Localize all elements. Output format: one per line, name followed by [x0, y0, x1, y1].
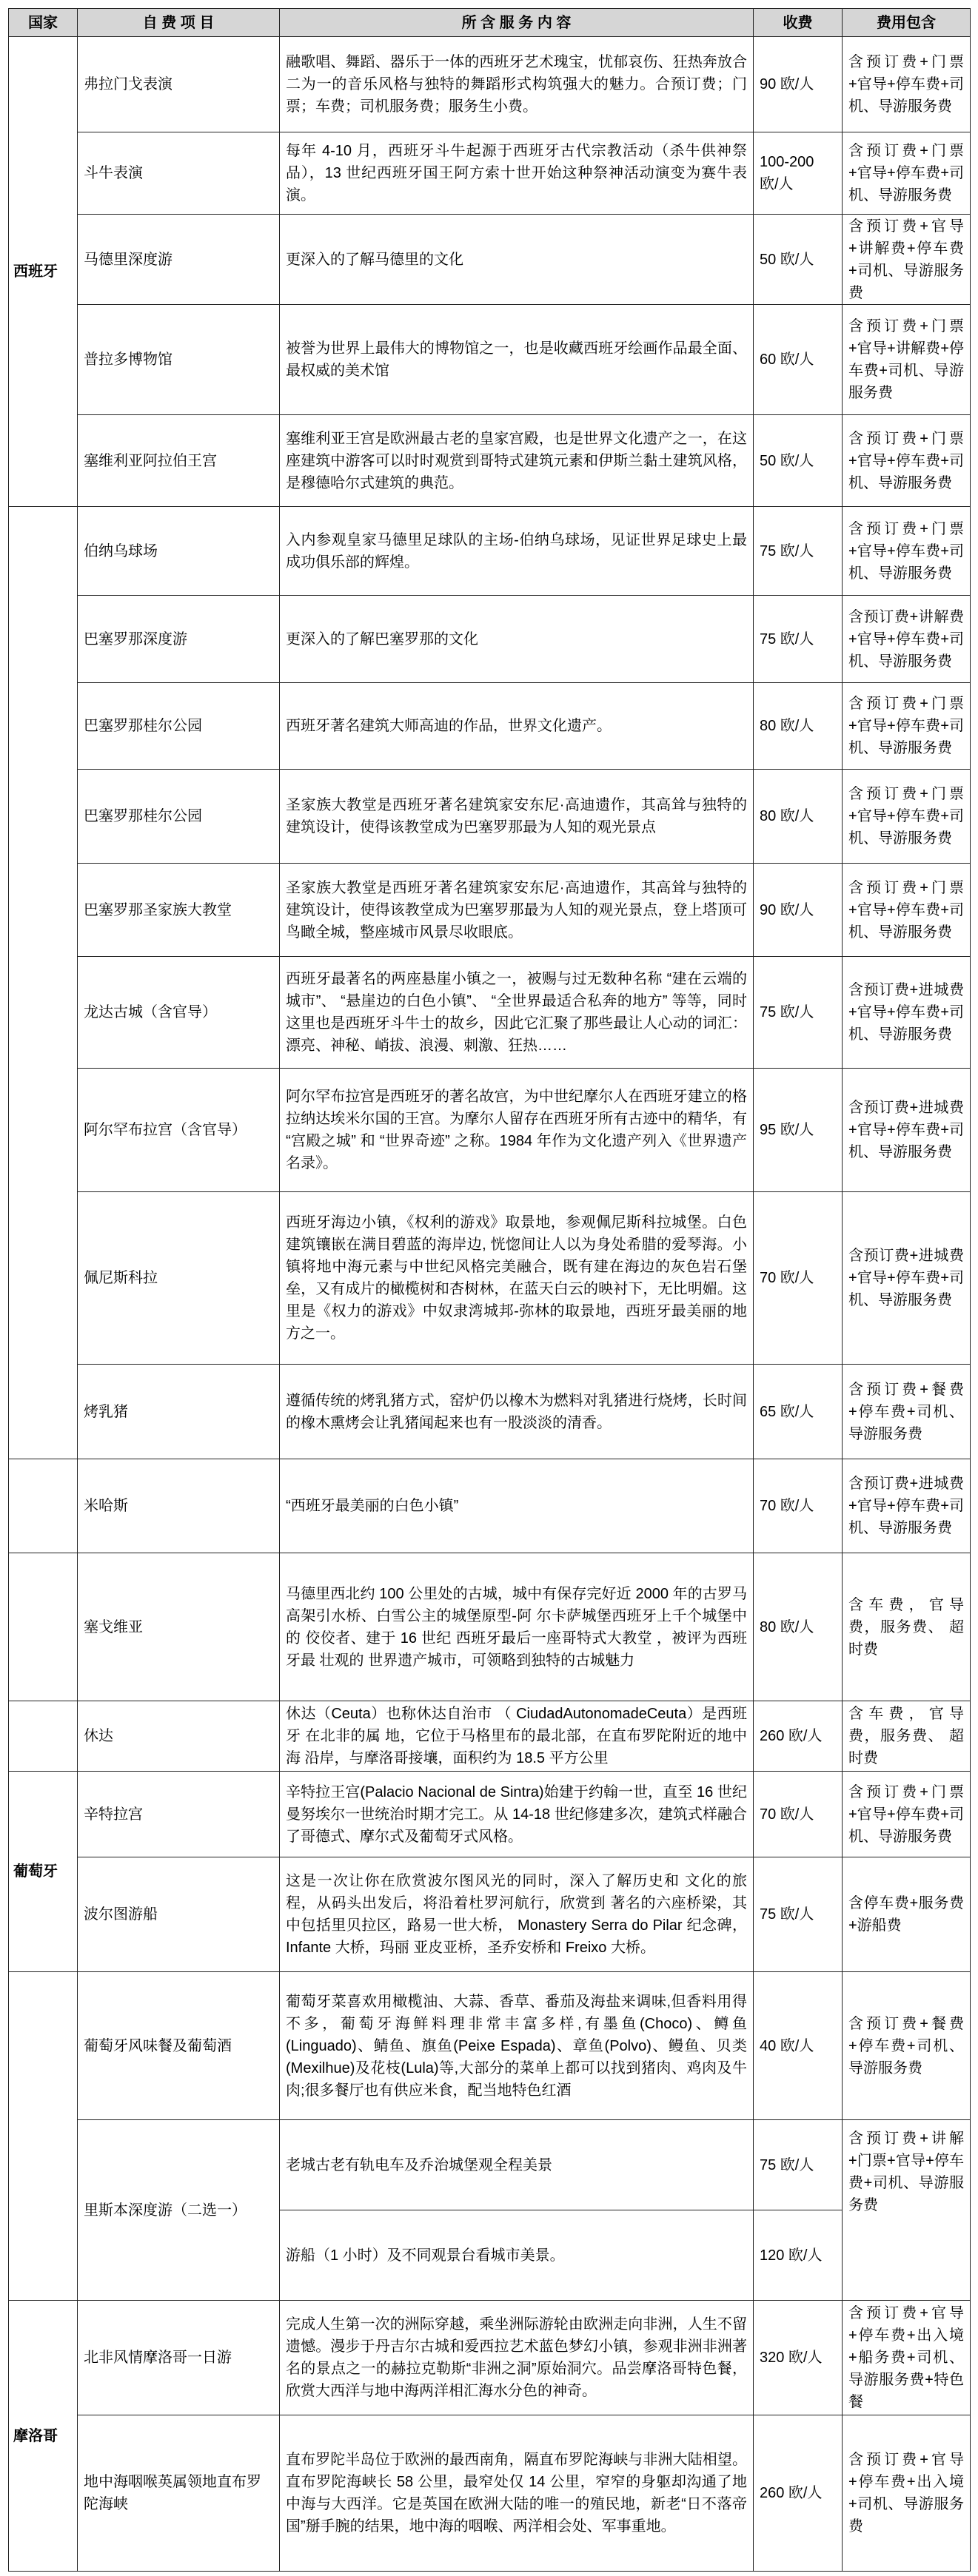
item-name-text: 里斯本深度游（二选一）	[84, 2202, 247, 2219]
price-text: 75 欧/人	[760, 630, 814, 648]
content-text: 游船（1 小时）及不同观景台看城市美景。	[286, 2247, 565, 2264]
content-cell	[280, 770, 754, 864]
includes-text: 含预订费+官导+讲解费+停车费+司机、导游服务费	[848, 218, 964, 301]
item-name-text: 巴塞罗那桂尔公园	[84, 718, 202, 734]
includes-text: 含预订费+门票+官导+停车费+司机、导游服务费	[848, 54, 964, 115]
includes-text: 含预订费+门票+官导+讲解费+停车费+司机、导游服务费	[848, 318, 964, 401]
includes-text: 含预订费+进城费+官导+停车费+司机、导游服务费	[848, 1100, 964, 1160]
content-text: 马德里西北约 100 公里处的古城，城中有保存完好近 2000 年的古罗马 高架引水桥、白雪公主的城堡原型-阿 尔卡萨城堡西班牙上千个城堡中的 佼佼者、建于 16 世纪 西班牙最后一座哥特式大教堂 ，被评为西班牙最 壮观的 世界遗产城市，可领略到独特的古城魅力	[286, 1585, 747, 1669]
country-cell	[9, 2301, 78, 2572]
item-name-text: 龙达古城（含官导）	[84, 1004, 217, 1020]
item-name-text: 佩尼斯科拉	[84, 1270, 158, 1286]
item-name-text: 斗牛表演	[84, 165, 143, 181]
item-name-cell	[78, 215, 280, 305]
price-cell	[754, 1069, 843, 1192]
item-name-text: 阿尔罕布拉宫（含官导）	[84, 1122, 247, 1138]
content-text: 直布罗陀半岛位于欧洲的最西南角，隔直布罗陀海峡与非洲大陆相望。直布罗陀海峡长 58 公里，最窄处仅 14 公里，窄窄的身躯却沟通了地中海与大西洋。它是英国在欧洲大陆的唯一的殖民地，新老“日不落帝国”掰手腕的结果，地中海的咽喉、两洋相会处、军事重地。	[286, 2452, 747, 2535]
price-cell	[754, 2301, 843, 2415]
price-cell	[754, 1701, 843, 1772]
price-text: 120 欧/人	[760, 2247, 823, 2264]
country-cell	[9, 1459, 78, 1553]
price-cell	[754, 415, 843, 507]
includes-text: 含预订费+官导+停车费+出入境+船务费+司机、导游服务费+特色餐	[848, 2305, 964, 2410]
content-cell	[280, 2120, 754, 2210]
content-text: 圣家族大教堂是西班牙著名建筑家安东尼·高迪遗作，其高耸与独特的建筑设计，使得该教堂成为巴塞罗那最为人知的观光景点，登上塔顶可鸟瞰全城，整座城市风景尽收眼底。	[286, 879, 747, 941]
item-name-text: 辛特拉宫	[84, 1806, 143, 1823]
content-cell	[280, 305, 754, 415]
content-text: 西班牙最著名的两座悬崖小镇之一，被赐与过无数种名称 “建在云端的城市”、 “悬崖边的白色小镇”、 “全世界最适合私奔的地方” 等等，同时这里也是西班牙斗牛士的故乡，因此它汇聚了那些最让人心动的词汇：漂亮、神秘、峭拔、浪漫、刺激、狂热……	[286, 971, 747, 1054]
price-cell	[754, 1365, 843, 1459]
price-text: 260 欧/人	[760, 2485, 823, 2501]
includes-text: 含预订费+进城费+官导+停车费+司机、导游服务费	[848, 1248, 964, 1308]
item-name-cell	[78, 37, 280, 132]
price-text: 80 欧/人	[760, 1618, 814, 1635]
item-name-text: 波尔图游船	[84, 1906, 158, 1923]
includes-text: 含预订费+门票+官导+停车费+司机、导游服务费	[848, 430, 964, 491]
content-cell	[280, 683, 754, 770]
includes-text: 含预订费+进城费+官导+停车费+司机、导游服务费	[848, 1476, 964, 1536]
content-text: 西班牙著名建筑大师高迪的作品，世界文化遗产。	[286, 718, 612, 734]
item-name-cell	[78, 2120, 280, 2301]
price-cell	[754, 770, 843, 864]
includes-cell	[843, 132, 971, 215]
includes-cell	[843, 415, 971, 507]
price-text: 90 欧/人	[760, 76, 814, 93]
header-content-text: 所 含 服 务 内 容	[461, 14, 572, 31]
item-name-cell	[78, 957, 280, 1069]
price-text: 75 欧/人	[760, 1906, 814, 1923]
price-text: 90 欧/人	[760, 901, 814, 918]
price-text: 100-200 欧/人	[760, 154, 814, 192]
content-text: 每年 4-10 月，西班牙斗牛起源于西班牙古代宗教活动（杀牛供神祭品），13 世纪西班牙国王阿方索十世开始这种祭神活动演变为赛牛表演。	[286, 143, 747, 204]
content-text: 更深入的了解马德里的文化	[286, 251, 463, 268]
content-cell	[280, 596, 754, 683]
item-name-text: 巴塞罗那圣家族大教堂	[84, 901, 232, 918]
price-cell	[754, 305, 843, 415]
includes-text: 含预订费+餐费+停车费+司机、导游服务费	[848, 1381, 964, 1442]
header-includes-text: 费用包含	[877, 14, 936, 31]
price-text: 60 欧/人	[760, 352, 814, 368]
item-name-cell	[78, 305, 280, 415]
item-name-text: 巴塞罗那深度游	[84, 630, 187, 648]
item-name-text: 塞戈维亚	[84, 1618, 143, 1635]
header-price-cell	[754, 9, 843, 37]
country-cell	[9, 1701, 78, 1772]
item-name-text: 米哈斯	[84, 1498, 128, 1514]
item-name-cell	[78, 864, 280, 957]
content-text: 休达（Ceuta）也称休达自治市 （ CiudadAutonomadeCeuta）是西班 牙 在北非的属 地，它位于马格里布的最北部，在直布罗陀附近的地中 海 沿岸，与摩洛哥接壤，面积约为 18.5 平方公里	[286, 1706, 747, 1766]
content-cell	[280, 1772, 754, 1857]
price-text: 260 欧/人	[760, 1728, 823, 1744]
item-name-cell	[78, 2301, 280, 2415]
item-name-cell	[78, 1553, 280, 1701]
item-name-cell	[78, 1772, 280, 1857]
content-text: 葡萄牙菜喜欢用橄榄油、大蒜、香草、番茄及海盐来调味,但香料用得不多，葡萄牙海鲜料理非常丰富多样,有墨鱼(Choco)、鳟鱼(Linguado)、鲭鱼、旗鱼(Peixe Espada)、章鱼(Polvo)、鳗鱼、贝类(Mexilhue)及花枝(Lula)等,大部分的菜单上都可以找到猪肉、鸡肉及牛肉;很多餐厅也有供应米食，配当地特色红酒	[286, 1993, 747, 2099]
price-cell	[754, 1972, 843, 2120]
content-cell	[280, 1459, 754, 1553]
country-text: 葡萄牙	[13, 1863, 58, 1880]
includes-text: 含预订费+门票+官导+停车费+司机、导游服务费	[848, 1783, 964, 1845]
includes-text: 含预订费+官导+停车费+出入境+司机、导游服务费	[848, 2452, 964, 2535]
item-name-text: 塞维利亚阿拉伯王宫	[84, 452, 217, 469]
includes-cell	[843, 1553, 971, 1701]
includes-cell	[843, 1772, 971, 1857]
price-cell	[754, 2210, 843, 2301]
item-name-cell	[78, 415, 280, 507]
header-item-cell	[78, 9, 280, 37]
price-text: 75 欧/人	[760, 2156, 814, 2173]
content-cell	[280, 507, 754, 596]
header-includes-cell	[843, 9, 971, 37]
item-name-text: 伯纳乌球场	[84, 542, 158, 559]
item-name-cell	[78, 1365, 280, 1459]
header-price-text: 收费	[783, 14, 813, 31]
price-cell	[754, 683, 843, 770]
content-cell	[280, 1701, 754, 1772]
price-text: 95 欧/人	[760, 1122, 814, 1138]
content-text: 完成人生第一次的洲际穿越，乘坐洲际游轮由欧洲走向非洲，人生不留遗憾。漫步于丹吉尔古城和爱西拉艺术蓝色梦幻小镇，参观非洲非洲著名的景点之一的赫拉克勒斯“非洲之洞”原始洞穴。品尝摩洛哥特色餐，欣赏大西洋与地中海两洋相汇海水分色的神奇。	[286, 2316, 747, 2399]
item-name-text: 葡萄牙风味餐及葡萄酒	[84, 2037, 232, 2054]
includes-cell	[843, 1459, 971, 1553]
content-cell	[280, 1365, 754, 1459]
item-name-text: 休达	[84, 1728, 113, 1744]
content-cell	[280, 37, 754, 132]
item-name-text: 马德里深度游	[84, 251, 173, 268]
content-cell	[280, 415, 754, 507]
content-cell	[280, 864, 754, 957]
includes-cell	[843, 1972, 971, 2120]
price-cell	[754, 132, 843, 215]
price-text: 70 欧/人	[760, 1270, 814, 1286]
header-country-cell	[9, 9, 78, 37]
includes-cell	[843, 864, 971, 957]
item-name-cell	[78, 1972, 280, 2120]
content-text: 这是一次让你在欣赏波尔图风光的同时，深入了解历史和 文化的旅程，从码头出发后，将沿着杜罗河航行，欣赏到 著名的六座桥梁，其中包括里贝拉区，路易一世大桥， Monastery Serra do Pilar 纪念碑，Infante 大桥，玛丽 亚皮亚桥，圣乔安桥和 Freixo 大桥。	[286, 1873, 747, 1956]
optional-tours-table	[8, 8, 971, 2572]
includes-cell	[843, 1069, 971, 1192]
price-text: 40 欧/人	[760, 2037, 814, 2054]
country-text: 摩洛哥	[13, 2427, 58, 2444]
content-cell	[280, 1857, 754, 1972]
country-cell	[9, 1553, 78, 1701]
content-text: 更深入的了解巴塞罗那的文化	[286, 630, 478, 648]
includes-text: 含停车费+服务费+游船费	[848, 1895, 964, 1934]
includes-cell	[843, 1365, 971, 1459]
price-text: 50 欧/人	[760, 452, 814, 469]
price-cell	[754, 1459, 843, 1553]
content-cell	[280, 1553, 754, 1701]
country-cell	[9, 1772, 78, 1972]
item-name-text: 普拉多博物馆	[84, 352, 173, 368]
includes-cell	[843, 507, 971, 596]
price-text: 50 欧/人	[760, 251, 814, 268]
price-text: 320 欧/人	[760, 2350, 823, 2366]
country-cell	[9, 507, 78, 1459]
price-text: 65 欧/人	[760, 1403, 814, 1420]
content-cell	[280, 2415, 754, 2572]
header-content-cell	[280, 9, 754, 37]
content-cell	[280, 1972, 754, 2120]
includes-cell	[843, 2415, 971, 2572]
includes-text: 含预订费+进城费+官导+停车费+司机、导游服务费	[848, 982, 964, 1043]
content-cell	[280, 1192, 754, 1365]
item-name-cell	[78, 1459, 280, 1553]
item-name-cell	[78, 683, 280, 770]
item-name-cell	[78, 1701, 280, 1772]
includes-cell	[843, 1192, 971, 1365]
content-text: 辛特拉王宫(Palacio Nacional de Sintra)始建于约翰一世，直至 16 世纪曼努埃尔一世统治时期才完工。从 14-18 世纪修建多次，建筑式样融合了哥德式、摩尔式及葡萄牙式风格。	[286, 1783, 747, 1845]
content-cell	[280, 1069, 754, 1192]
includes-cell	[843, 215, 971, 305]
content-cell	[280, 957, 754, 1069]
item-name-cell	[78, 770, 280, 864]
includes-cell	[843, 2120, 971, 2301]
includes-text: 含预订费+门票+官导+停车费+司机、导游服务费	[848, 879, 964, 941]
price-text: 70 欧/人	[760, 1806, 814, 1823]
item-name-cell	[78, 1857, 280, 1972]
item-name-text: 北非风情摩洛哥一日游	[84, 2350, 232, 2366]
includes-text: 含车费，官导 费，服务费、 超时费	[848, 1706, 964, 1766]
content-cell	[280, 2301, 754, 2415]
price-cell	[754, 1772, 843, 1857]
includes-cell	[843, 770, 971, 864]
item-name-cell	[78, 2415, 280, 2572]
country-text: 西班牙	[13, 263, 58, 280]
price-text: 80 欧/人	[760, 718, 814, 734]
includes-cell	[843, 596, 971, 683]
item-name-cell	[78, 132, 280, 215]
includes-cell	[843, 683, 971, 770]
content-cell	[280, 132, 754, 215]
includes-text: 含预订费+餐费+停车费+司机、导游服务费	[848, 2015, 964, 2076]
content-text: 被誉为世界上最伟大的博物馆之一，也是收藏西班牙绘画作品最全面、最权威的美术馆	[286, 340, 747, 379]
includes-cell	[843, 1701, 971, 1772]
content-text: 老城古老有轨电车及乔治城堡观全程美景	[286, 2156, 552, 2173]
header-country-text: 国家	[28, 14, 58, 31]
item-name-cell	[78, 507, 280, 596]
item-name-text: 烤乳猪	[84, 1403, 128, 1420]
price-cell	[754, 1192, 843, 1365]
price-cell	[754, 1553, 843, 1701]
includes-text: 含预订费+门票+官导+停车费+司机、导游服务费	[848, 520, 964, 582]
price-cell	[754, 864, 843, 957]
country-cell	[9, 1972, 78, 2301]
country-cell	[9, 37, 78, 507]
item-name-cell	[78, 1192, 280, 1365]
content-text: 西班牙海边小镇，《权利的游戏》取景地，参观佩尼斯科拉城堡。白色建筑镶嵌在满目碧蓝的海岸边, 恍惚间让人以为身处希腊的爱琴海。小镇将地中海元素与中世纪风格完美融合，既有建在海边的灰色岩石堡垒，又有成片的橄榄树和杏树林，在蓝天白云的映衬下，无比明媚。这里是《权力的游戏》中奴隶湾城邦-弥林的取景地，西班牙最美丽的地方之一。	[286, 1214, 747, 1342]
content-text: 融歌唱、舞蹈、器乐于一体的西班牙艺术瑰宝，忧郁哀伤、狂热奔放合二为一的音乐风格与独特的舞蹈形式构筑强大的魅力。合预订费；门票；车费；司机服务费；服务生小费。	[286, 54, 747, 115]
includes-text: 含车费，官导 费，服务费、 超时费	[848, 1596, 964, 1658]
includes-text: 含预订费+门票+官导+停车费+司机、导游服务费	[848, 786, 964, 847]
item-name-text: 巴塞罗那桂尔公园	[84, 808, 202, 824]
price-text: 75 欧/人	[760, 542, 814, 559]
price-text: 75 欧/人	[760, 1004, 814, 1020]
includes-text: 含预订费+讲解费+官导+停车费+司机、导游服务费	[848, 608, 964, 670]
content-text: 入内参观皇家马德里足球队的主场-伯纳乌球场，见证世界足球史上最成功俱乐部的辉煌。	[286, 531, 747, 571]
includes-cell	[843, 37, 971, 132]
content-cell	[280, 215, 754, 305]
includes-text: 含预订费+门票+官导+停车费+司机、导游服务费	[848, 143, 964, 204]
includes-text: 含预订费+门票+官导+停车费+司机、导游服务费	[848, 696, 964, 756]
includes-text: 含预订费+讲解+门票+官导+停车费+司机、导游服务费	[848, 2131, 964, 2213]
price-cell	[754, 2120, 843, 2210]
includes-cell	[843, 2301, 971, 2415]
price-cell	[754, 37, 843, 132]
item-name-text: 弗拉门戈表演	[84, 76, 173, 93]
item-name-cell	[78, 1069, 280, 1192]
item-name-text: 地中海咽喉英属领地直布罗陀海峡	[84, 2474, 261, 2512]
header-item-text: 自 费 项 目	[142, 14, 215, 31]
content-text: 阿尔罕布拉宫是西班牙的著名故宫，为中世纪摩尔人在西班牙建立的格拉纳达埃米尔国的王宫。为摩尔人留存在西班牙所有古迹中的精华，有 “宫殿之城” 和 “世界奇迹” 之称。1984 年作为文化遗产列入《世界遗产名录》。	[286, 1089, 747, 1171]
price-cell	[754, 507, 843, 596]
price-cell	[754, 215, 843, 305]
price-cell	[754, 957, 843, 1069]
price-text: 80 欧/人	[760, 808, 814, 824]
content-text: 遵循传统的烤乳猪方式，窑炉仍以橡木为燃料对乳猪进行烧烤，长时间的橡木熏烤会让乳猪闻起来也有一股淡淡的清香。	[286, 1392, 747, 1431]
item-name-cell	[78, 596, 280, 683]
price-cell	[754, 596, 843, 683]
price-cell	[754, 2415, 843, 2572]
includes-cell	[843, 1857, 971, 1972]
content-text: 塞维利亚王宫是欧洲最古老的皇家宫殿，也是世界文化遗产之一，在这座建筑中游客可以时时观赏到哥特式建筑元素和伊斯兰黏土建筑风格，是穆德哈尔式建筑的典范。	[286, 430, 747, 491]
includes-cell	[843, 305, 971, 415]
content-cell	[280, 2210, 754, 2301]
price-text: 70 欧/人	[760, 1498, 814, 1514]
content-text: 圣家族大教堂是西班牙著名建筑家安东尼·高迪遗作，其高耸与独特的建筑设计，使得该教堂成为巴塞罗那最为人知的观光景点	[286, 797, 747, 835]
price-cell	[754, 1857, 843, 1972]
includes-cell	[843, 957, 971, 1069]
content-text: “西班牙最美丽的白色小镇”	[286, 1498, 459, 1514]
